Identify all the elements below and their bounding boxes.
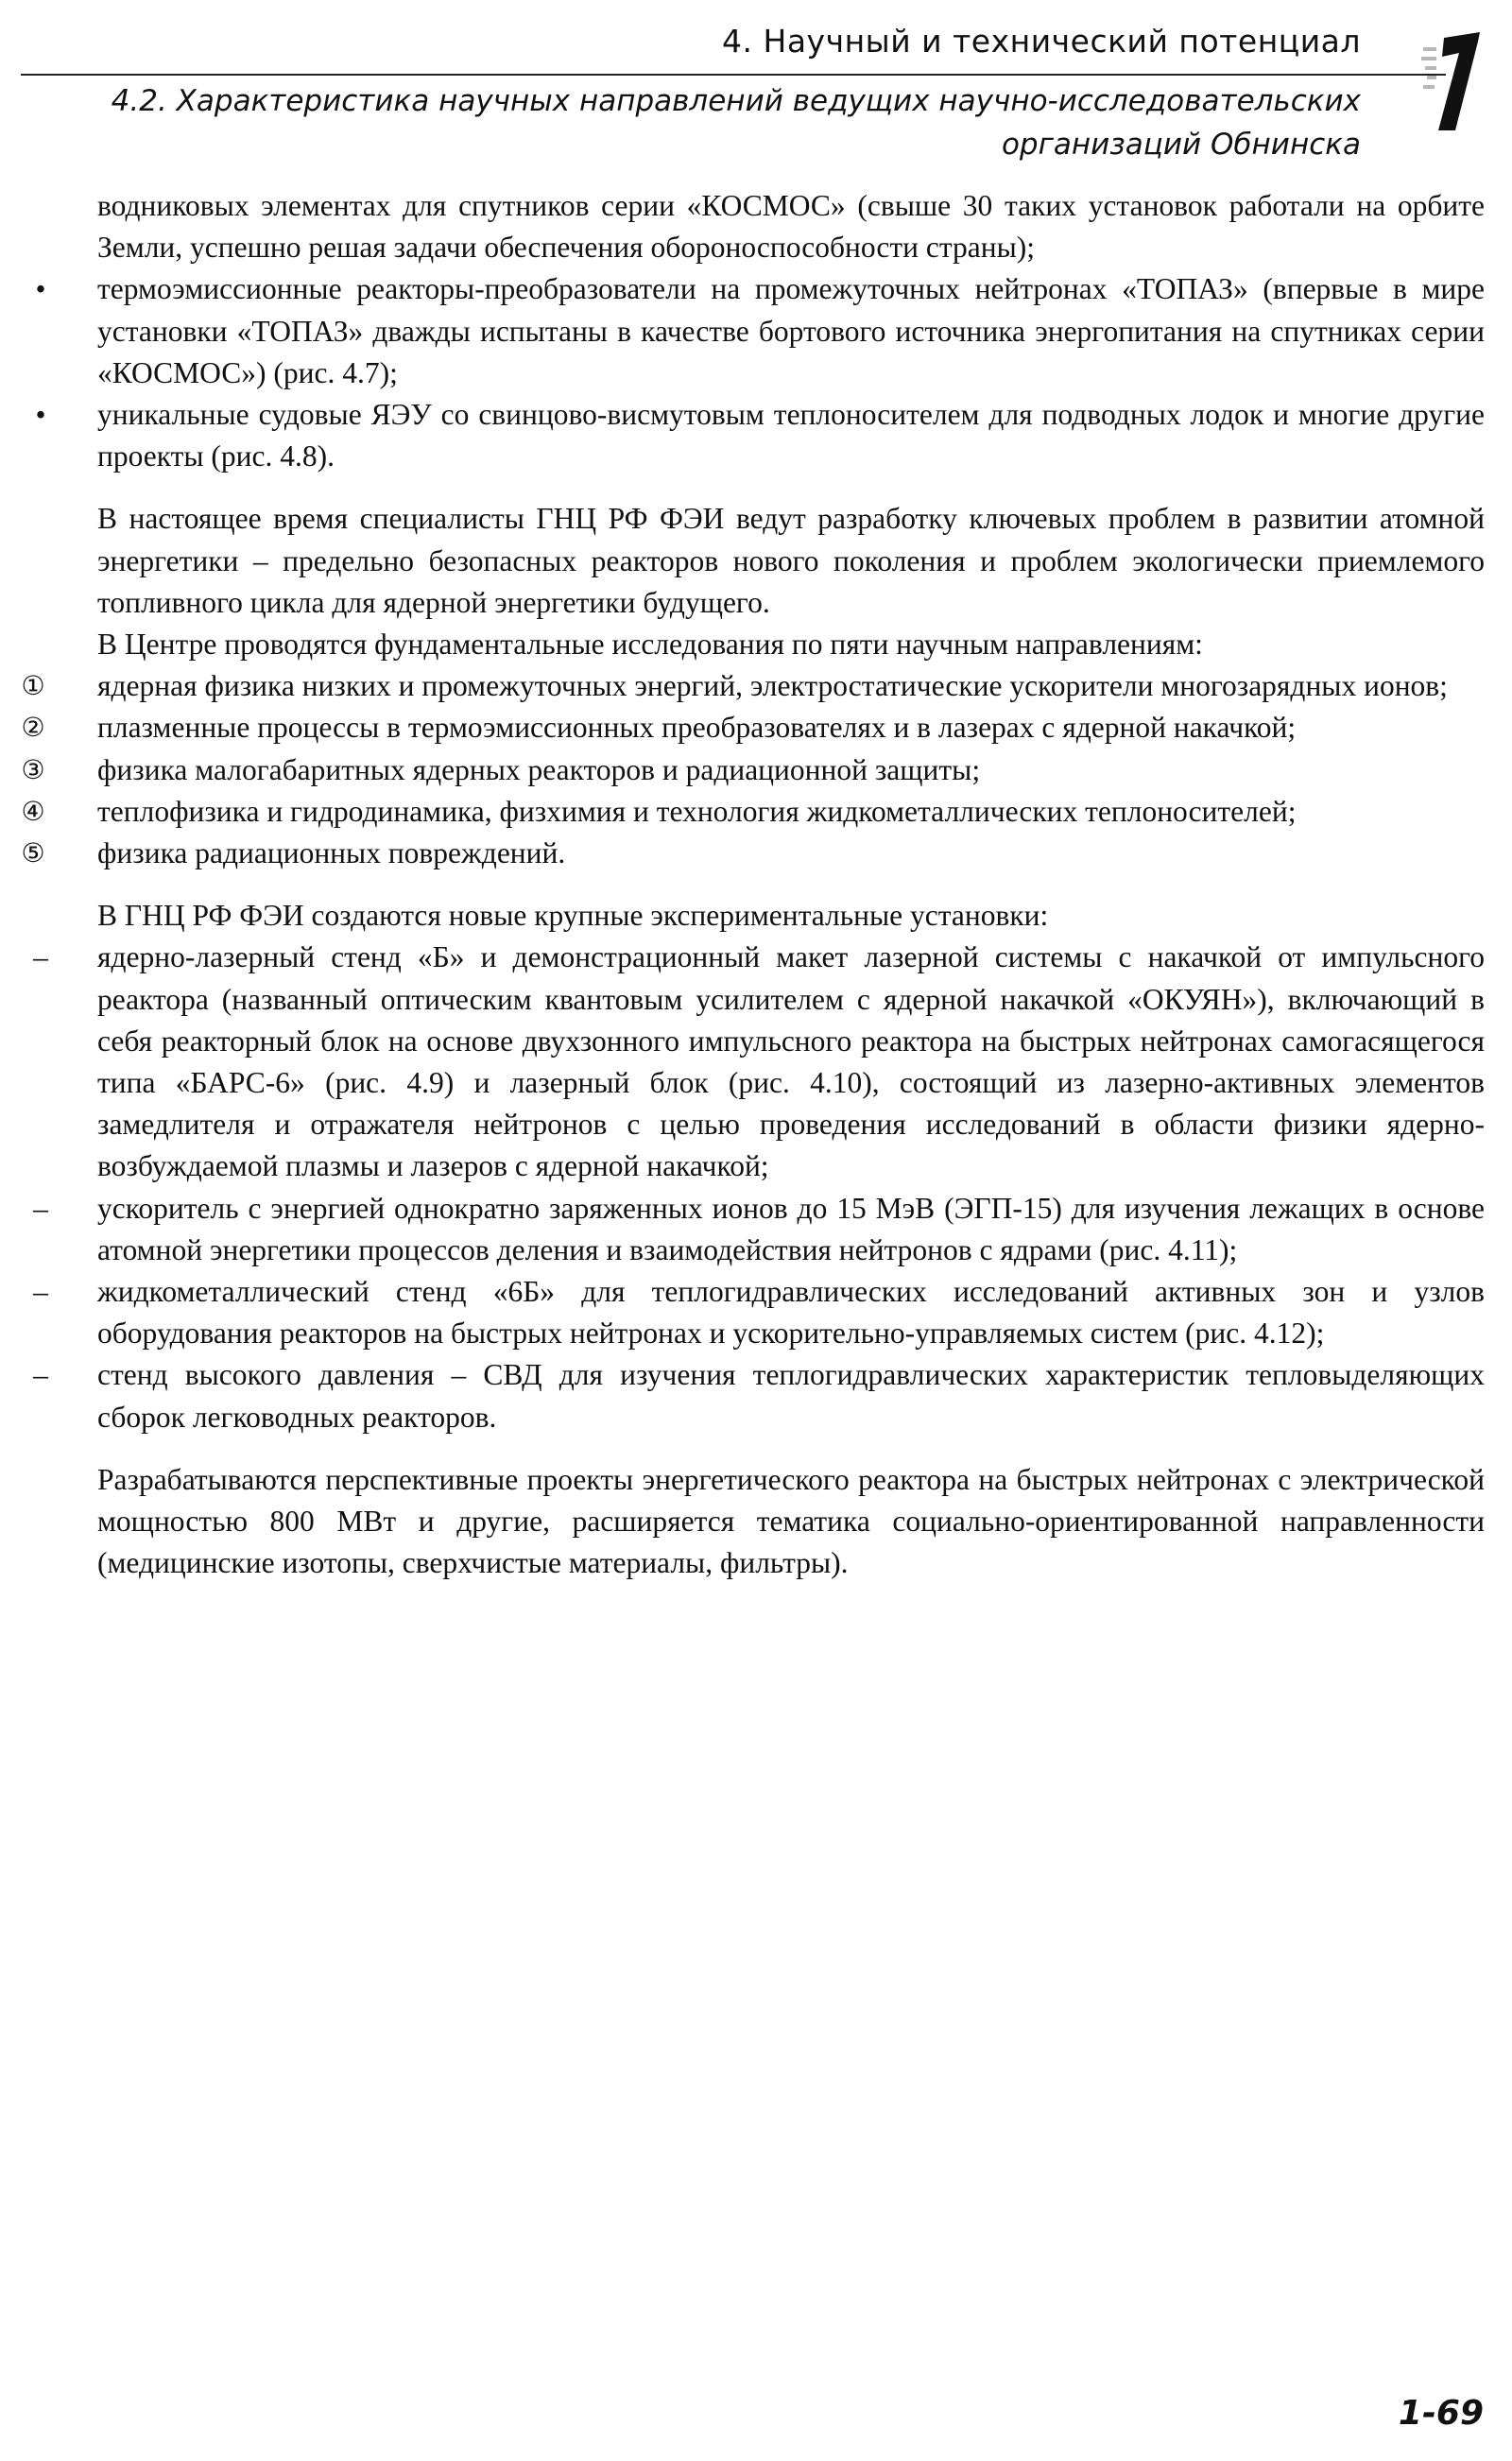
continuation-paragraph: водниковых элементах для спутников серии «КОСМОС» (свыше 30 таких установок работали на орбите Земли, успешно решая задачи обеспечения обороноспособности страны); [97,189,1485,265]
paragraph-final: Разрабатываются перспективные проекты энергетического реактора на быстрых нейтронах с электрической мощностью 800 МВт и другие, расширяется тематика социально-ориентированной направленности (медицинские изотопы, сверхчистые материалы, фильтры). [97,1462,1485,1580]
direction-text: теплофизика и гидродинамика, физхимия и технология жидкометаллических теплоносителей; [97,794,1297,828]
section-title [38,79,1361,166]
direction-text: физика малогабаритных ядерных реакторов и радиационной защиты; [97,752,981,786]
direction-item [21,833,1485,874]
dash-marker: – [33,1191,48,1225]
paragraph-current-work [97,498,1485,624]
facility-text: жидкометаллический стенд «6Б» для теплогидравлических исследований активных зон и узлов оборудования реакторов на быстрых нейтронах и ускорительно-управляемых систем (рис. 4.12); [97,1275,1485,1351]
facility-text: ускоритель с энергией однократно заряженных ионов до 15 МэВ (ЭГП-15) для изучения лежащих в основе атомной энергетики процессов деления и взаимодействия нейтронов с ядрами (рис. 4.11); [97,1191,1485,1266]
facility-text: ядерно-лазерный стенд «Б» и демонстрационный макет лазерной системы с накачкой от импульсного реактора (названный оптическим квантовым усилителем с ядерной накачкой «ОКУЯН»), включающий в себя реакторный блок на основе двухзонного импульсного реактора на быстрых нейтронах самогасящегося типа «БАРС-6» (рис. 4.9) и лазерный блок (рис. 4.10), состоящий из лазерно-активных элементов замедлителя и отражателя нейтронов с целью проведения исследований в области физики ядерно-возбуждаемой плазмы и лазеров с ядерной накачкой; [97,940,1485,1183]
body-text [21,185,1485,1585]
facility-text: стенд высокого давления – СВД для изучения теплогидравлических характеристик тепловыделяющих сборок легководных реакторов. [97,1358,1485,1434]
page-number: 1-69 [1398,2394,1484,2433]
direction-text: ядерная физика низких и промежуточных энергий, электростатические ускорители многозарядных ионов; [97,669,1448,703]
facility-item [33,1188,1485,1271]
paragraph-fundamental: В Центре проводятся фундаментальные исследования по пяти научным направлениям: [97,628,1203,662]
section-title-line-2: организаций Обнинска [1001,128,1361,162]
direction-text: физика радиационных повреждений. [97,836,566,870]
direction-text: плазменные процессы в термоэмиссионных преобразователях и в лазерах с ядерной накачкой; [97,711,1297,745]
dash-marker: – [33,1358,48,1392]
facility-item [33,937,1485,1187]
facility-item [33,1354,1485,1437]
direction-item [21,707,1485,749]
direction-item [21,791,1485,833]
bullet-item [35,268,1485,394]
direction-item [21,665,1485,707]
section-title-line-1: 4.2. Характеристика научных направлений ведущих научно-исследовательских [111,84,1361,118]
chapter-number-mark-icon [1418,28,1484,132]
direction-marker: ④ [21,795,45,827]
bullet-marker: • [35,272,46,306]
bullet-marker: • [35,398,46,432]
bullet-text: термоэмиссионные реакторы-преобразователи на промежуточных нейтронах «ТОПАЗ» (впервые в мире установки «ТОПАЗ» дважды испытаны в качестве бортового источника энергопитания на спутниках серии «КОСМОС») (рис. 4.7); [97,272,1485,389]
dash-marker: – [33,940,48,974]
bullet-text: уникальные судовые ЯЭУ со свинцово-висмутовым теплоносителем для подводных лодок и многие другие проекты (рис. 4.8). [97,398,1485,473]
paragraph-current-work-text: В настоящее время специалисты ГНЦ РФ ФЭИ ведут разработку ключевых проблем в развитии атомной энергетики – предельно безопасных реакторов нового поколения и проблем экологически приемлемого топливного цикла для ядерной энергетики будущего. [97,502,1485,619]
direction-marker: ① [21,670,45,702]
chapter-title: 4. Научный и технический потенциал [722,23,1361,60]
dash-marker: – [33,1275,48,1309]
header-rule [21,74,1446,76]
direction-marker: ② [21,712,45,744]
direction-item [21,749,1485,791]
direction-marker: ⑤ [21,837,45,869]
facility-item [33,1271,1485,1354]
bullet-item [35,394,1485,477]
paragraph-facilities: В ГНЦ РФ ФЭИ создаются новые крупные экспериментальные установки: [97,899,1049,933]
direction-marker: ③ [21,753,45,785]
